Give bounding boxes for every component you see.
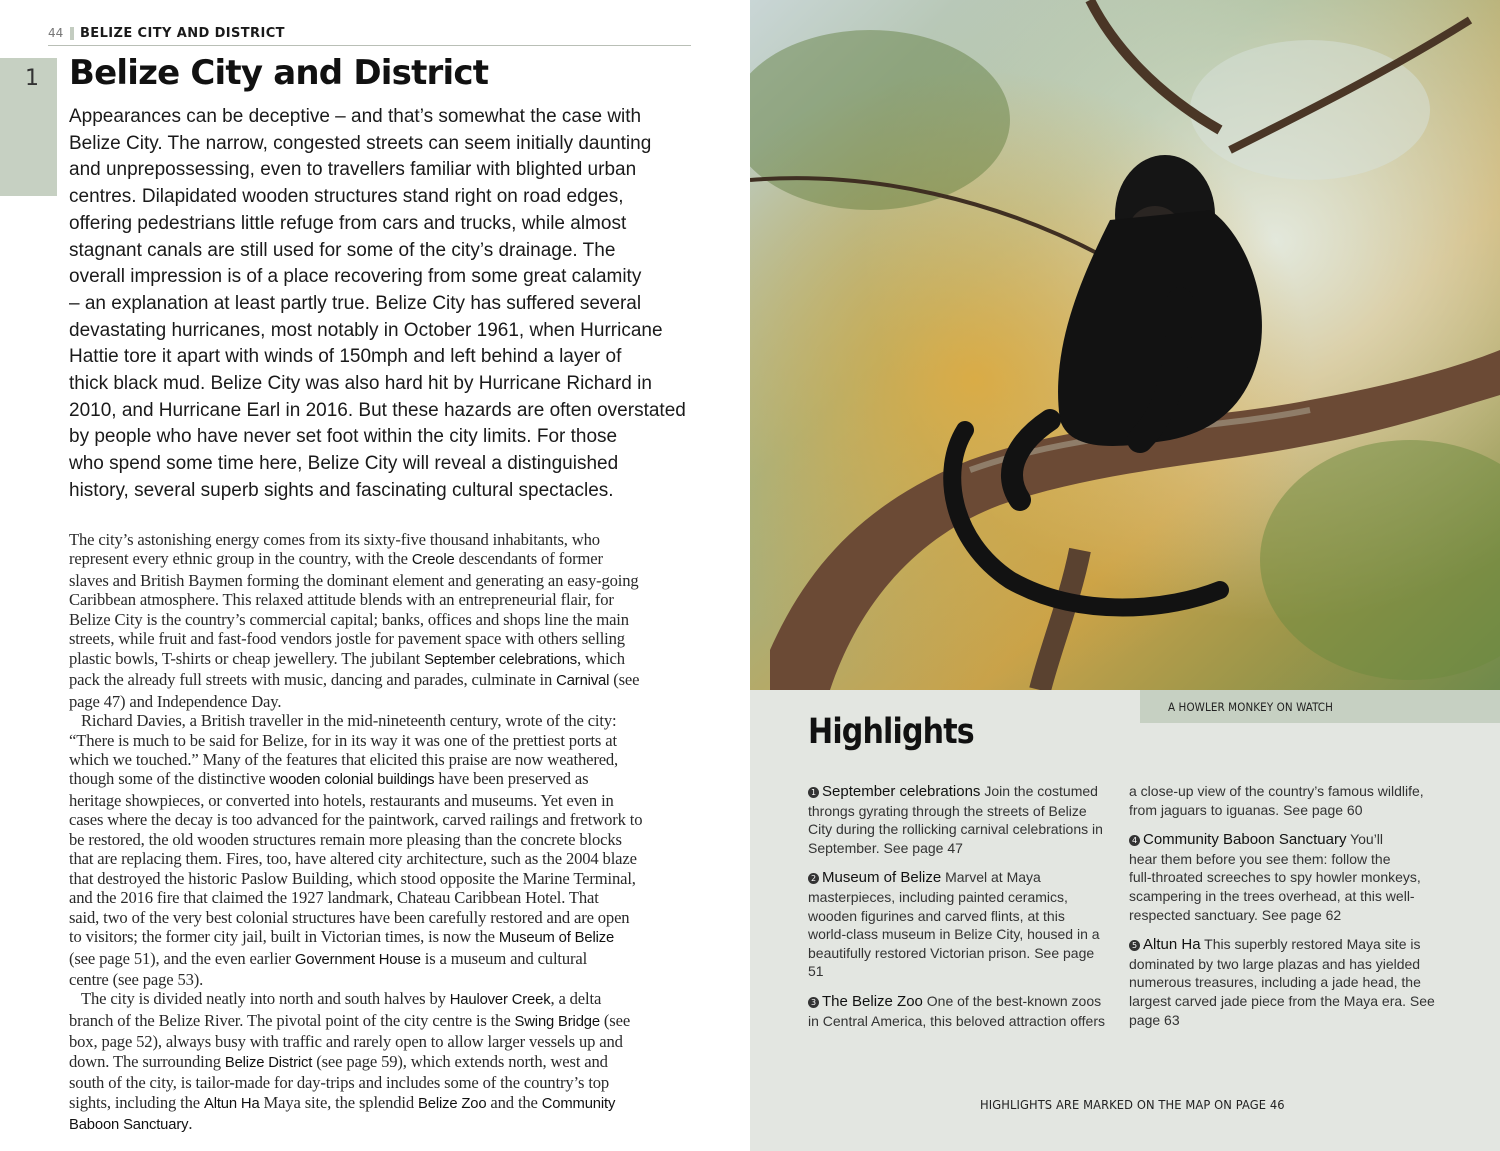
body-line: [69, 590, 694, 609]
body-text: [69, 530, 694, 1136]
map-reference-note: HIGHLIGHTS ARE MARKED ON THE MAP ON PAGE 46: [980, 1097, 1285, 1112]
body-line: [69, 1032, 694, 1051]
keyword: wooden colonial buildings: [269, 772, 435, 789]
highlight-line: [808, 992, 1110, 1012]
number-badge: 5: [1129, 940, 1140, 951]
text: page 47) and Independence Day.: [69, 691, 282, 711]
highlight-line: beautifully restored Victorian prison. See page: [808, 944, 1095, 961]
intro-line: Belize City. The narrow, congested streets can seem initially daunting: [69, 132, 652, 154]
text: The city’s astonishing energy comes from its sixty-five thousand inhabitants, who: [69, 530, 600, 549]
text: and the 2016 fire that claimed the 1927 landmark, Chateau Caribbean Hotel. That: [69, 888, 599, 908]
intro-line: Hattie tore it apart with winds of 150mph and left behind a layer of: [69, 346, 622, 368]
body-line: [69, 791, 694, 810]
body-line: [69, 849, 694, 868]
highlight-item: [1129, 830, 1431, 924]
text: Maya site, the splendid: [259, 1092, 419, 1112]
text: (see page 59), which extends north, west and: [312, 1051, 608, 1071]
body-line: [69, 692, 694, 711]
highlight-item: [808, 782, 1110, 857]
body-line: [69, 810, 694, 829]
highlight-item: [808, 992, 1110, 1030]
highlights-heading: Highlights: [808, 712, 974, 752]
body-line: [69, 731, 694, 750]
highlight-line: dominated by two large plazas and has yielded: [1129, 955, 1421, 972]
highlight-line: 51: [808, 963, 824, 980]
keyword: Creole: [411, 552, 455, 569]
text: which we touched.” Many of the features that elicited this praise are now weathered,: [69, 749, 619, 769]
highlight-line: [808, 868, 1110, 888]
text: sights, including the: [69, 1092, 204, 1112]
keyword: Baboon Sanctuary: [69, 1117, 189, 1134]
highlight-line: [1129, 935, 1431, 955]
highlight-line: in Central America, this beloved attraction offers: [808, 1012, 1106, 1029]
highlight-title: September celebrations: [822, 783, 981, 800]
body-line: [69, 750, 694, 769]
text: , which: [577, 648, 625, 668]
text: “There is much to be said for Belize, for in its way it was one of the prettiest ports at: [69, 730, 617, 750]
intro-line: who spend some time here, Belize City will reveal a distinguished: [69, 453, 619, 475]
chapter-title: Belize City and District: [69, 53, 489, 93]
text: that are replacing them. Fires, too, have altered city architecture, such as the 2004 blaze: [69, 849, 637, 869]
body-line: [69, 610, 694, 629]
highlight-line: page 63: [1129, 1011, 1180, 1028]
body-line: [69, 571, 694, 590]
highlight-line: scampering in the trees overhead, at this well-: [1129, 887, 1415, 904]
text: Caribbean atmosphere. This relaxed attitude blends with an entrepreneurial flair, for: [69, 590, 614, 610]
body-line: [69, 888, 694, 907]
text: cases where the decay is too advanced for the paintwork, carved railings and fretwork to: [69, 810, 643, 830]
text: said, two of the very best colonial structures have been carefully restored and are open: [69, 907, 630, 927]
number-badge: 3: [808, 997, 819, 1008]
text: branch of the Belize River. The pivotal point of the city centre is the: [69, 1010, 515, 1030]
text: (see: [609, 670, 640, 690]
number-badge: 2: [808, 873, 819, 884]
highlight-line: world-class museum in Belize City, housed in a: [808, 926, 1100, 943]
running-head-bar: [70, 27, 74, 40]
highlight-line: hear them before you see them: follow the: [1129, 850, 1391, 867]
photo-caption: A HOWLER MONKEY ON WATCH: [1168, 700, 1334, 714]
body-line: [69, 1052, 694, 1073]
intro-line: overall impression is of a place recovering from some great calamity: [69, 266, 642, 288]
text: represent every ethnic group in the country, with the: [69, 549, 412, 569]
highlights-column-left: [808, 782, 1110, 1041]
intro-line: history, several superb sights and fascinating cultural spectacles.: [69, 479, 614, 501]
text: Belize City is the country’s commercial capital; banks, offices and shops line the main: [69, 609, 629, 629]
highlight-line: September. See page 47: [808, 839, 963, 856]
highlight-line: numerous treasures, including a jade head, the: [1129, 974, 1421, 991]
intro-line: Appearances can be deceptive – and that’s somewhat the case with: [69, 106, 642, 127]
number-badge: 1: [808, 787, 819, 798]
body-line: [69, 1073, 694, 1092]
intro-line: offering pedestrians little refuge from cars and trucks, while almost: [69, 212, 627, 234]
keyword: Haulover Creek: [449, 992, 551, 1009]
highlight-title: Altun Ha: [1143, 936, 1201, 954]
highlight-title: Museum of Belize: [822, 869, 942, 887]
highlight-title: The Belize Zoo: [822, 992, 923, 1010]
keyword: Community: [541, 1095, 616, 1112]
text: , a delta: [550, 989, 602, 1009]
highlight-text: Marvel at Maya: [941, 869, 1041, 886]
body-line: [69, 989, 694, 1010]
photo-caption-band: [1140, 690, 1500, 723]
keyword: September celebrations: [424, 651, 578, 668]
body-line: [69, 1011, 694, 1032]
text: pack the already full streets with music, dancing and parades, culminate in: [69, 670, 557, 690]
body-line: [69, 769, 694, 790]
text: be restored, the old wooden structures remain more pleasing than the concrete blocks: [69, 829, 622, 849]
intro-line: by people who have never set foot within the city limits. For those: [69, 426, 618, 448]
text: streets, while fruit and fast-food vendors jostle for pavement space with others selling: [69, 629, 625, 649]
highlight-title: Community Baboon Sanctuary: [1143, 831, 1347, 849]
keyword: Carnival: [556, 673, 610, 690]
body-line: [69, 629, 694, 648]
body-line: [69, 869, 694, 888]
text: is a museum and cultural: [420, 948, 588, 968]
text: centre (see page 53).: [69, 969, 204, 989]
photo-illustration: [750, 0, 1500, 690]
body-line: [69, 549, 694, 570]
intro-line: centres. Dilapidated wooden structures stand right on road edges,: [69, 186, 624, 208]
text: box, page 52), always busy with traffic and rarely open to allow larger vessels up and: [69, 1032, 623, 1052]
highlight-text: This superbly restored Maya site is: [1200, 936, 1421, 953]
intro-line: thick black mud. Belize City was also hard hit by Hurricane Richard in: [69, 373, 652, 395]
body-line: [69, 908, 694, 927]
body-line: [69, 970, 694, 989]
highlight-text: Join the costumed: [980, 783, 1098, 799]
keyword: Swing Bridge: [514, 1013, 600, 1030]
highlight-line: [808, 782, 1110, 802]
intro-line: stagnant canals are still used for some of the city’s drainage. The: [69, 239, 616, 261]
intro-line: – an explanation at least partly true. Belize City has suffered several: [69, 292, 642, 314]
chapter-tab: [0, 58, 57, 196]
body-line: [69, 1114, 694, 1135]
text: (see page 51), and the even earlier: [69, 948, 295, 968]
body-line: [69, 711, 694, 730]
highlight-item-continued: [1129, 782, 1431, 819]
text: south of the city, is tailor-made for day-trips and includes some of the country’s top: [69, 1073, 610, 1093]
highlight-line: largest carved jade piece from the Maya era. See: [1129, 992, 1435, 1009]
intro-line: and unprepossessing, even to travellers familiar with blighted urban: [69, 159, 637, 181]
number-badge: 4: [1129, 835, 1140, 846]
howler-monkey-photo: [750, 0, 1500, 690]
highlight-line: masterpieces, including painted ceramics,: [808, 888, 1068, 905]
highlight-text: You’ll: [1346, 831, 1384, 848]
body-line: [69, 927, 694, 948]
text: and the: [486, 1092, 542, 1112]
chapter-number: 1: [25, 66, 39, 91]
highlight-line: wooden figurines and carved flints, at this: [808, 907, 1065, 924]
highlight-line: from jaguars to iguanas. See page 60: [1129, 801, 1363, 818]
text: down. The surrounding: [69, 1051, 225, 1071]
text: heritage showpieces, or converted into hotels, restaurants and museums. Yet even in: [69, 790, 614, 810]
keyword: Belize Zoo: [418, 1095, 487, 1112]
text: that destroyed the historic Paslow Building, which stood opposite the Marine Terminal,: [69, 868, 636, 888]
text: have been preserved as: [434, 769, 589, 789]
highlight-item: [808, 868, 1110, 981]
text: .: [188, 1114, 193, 1134]
text: to visitors; the former city jail, built in Victorian times, is now the: [69, 927, 499, 947]
keyword: Government House: [294, 951, 421, 968]
body-line: [69, 649, 694, 670]
highlight-line: [1129, 830, 1431, 850]
highlight-line: City during the rollicking carnival celebrations in: [808, 821, 1103, 838]
body-line: [69, 830, 694, 849]
intro-line: devastating hurricanes, most notably in October 1961, when Hurricane: [69, 319, 663, 341]
intro-paragraph: [69, 104, 684, 505]
keyword: Museum of Belize: [498, 930, 615, 947]
highlight-line: full-throated screeches to spy howler monkeys,: [1129, 869, 1421, 886]
highlight-line: throngs gyrating through the streets of Belize: [808, 802, 1087, 819]
highlight-line: a close-up view of the country’s famous wildlife,: [1129, 783, 1424, 799]
keyword: Belize District: [224, 1054, 313, 1071]
highlight-item: [1129, 935, 1435, 1029]
text: (see: [599, 1010, 631, 1030]
text: though some of the distinctive: [69, 769, 270, 789]
body-line: [69, 949, 694, 970]
running-head-title: BELIZE CITY AND DISTRICT: [80, 26, 285, 41]
body-line: [69, 530, 694, 549]
text: Richard Davies, a British traveller in the mid-nineteenth century, wrote of the city:: [81, 711, 617, 731]
body-line: [69, 1093, 694, 1114]
keyword: Altun Ha: [203, 1095, 260, 1112]
text: The city is divided neatly into north and south halves by: [81, 989, 450, 1009]
page-number: 44: [48, 26, 64, 40]
text: plastic bowls, T-shirts or cheap jewellery. The jubilant: [69, 648, 425, 668]
highlights-column-right: [1129, 782, 1435, 1040]
highlight-line: respected sanctuary. See page 62: [1129, 906, 1342, 923]
text: descendants of former: [454, 549, 603, 569]
text: slaves and British Baymen forming the dominant element and generating an easy-going: [69, 570, 639, 590]
highlight-text: One of the best-known zoos: [922, 992, 1102, 1009]
running-head: [48, 25, 691, 46]
intro-line: 2010, and Hurricane Earl in 2016. But these hazards are often overstated: [69, 399, 686, 421]
body-line: [69, 670, 694, 691]
